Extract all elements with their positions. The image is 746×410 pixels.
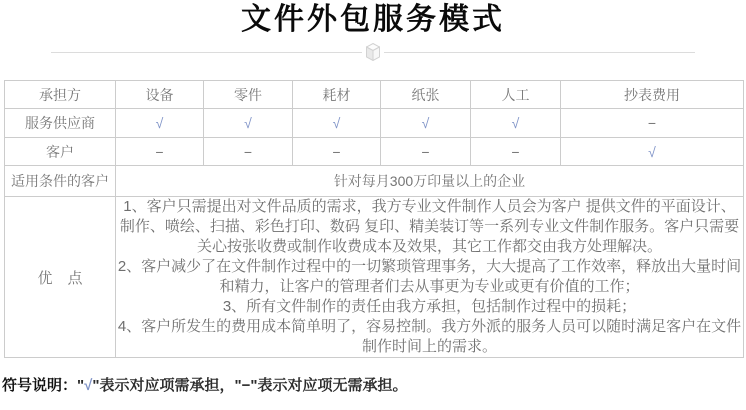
header-cell-parts: 零件	[204, 81, 293, 109]
header-cell-meter-fee: 抄表费用	[561, 81, 744, 109]
header-cell-paper: 纸张	[381, 81, 471, 109]
symbol-cell: √	[204, 109, 293, 138]
table-header-row	[5, 81, 744, 109]
symbol-cell: −	[293, 138, 381, 166]
cube-icon	[362, 43, 384, 61]
advantage-point-4: 4、客户所发生的费用成本简单明了，容易控制。我方外派的服务人员可以随时满足客户在文件制作时间上的需求。	[117, 318, 742, 355]
advantage-point-2: 2、客户减少了在文件制作过程中的一切繁琐管理事务，大大提高了工作效率，释放出大量时间和精力，让客户的管理者们去从事更为专业或更有价值的工作；	[117, 258, 742, 295]
legend-check-text: 表示对应项需承担，	[99, 377, 235, 394]
legend-label: 符号说明：	[2, 377, 78, 394]
legend-dash-text: 表示对应项无需承担。	[257, 377, 408, 394]
advantages-label: 优 点	[5, 197, 116, 358]
table-row-advantages	[5, 197, 744, 358]
symbol-cell: −	[381, 138, 471, 166]
symbol-cell: √	[293, 109, 381, 138]
symbol-cell: −	[116, 138, 204, 166]
symbol-cell: −	[471, 138, 561, 166]
condition-value: 针对每月300万印量以上的企业	[116, 166, 744, 197]
legend-dash-symbol: "−"	[234, 377, 258, 394]
row-label-provider: 服务供应商	[5, 109, 116, 138]
table-row-provider	[5, 109, 744, 138]
legend	[2, 376, 408, 396]
condition-label: 适用条件的客户	[5, 166, 116, 197]
page-title: 文件外包服务模式	[241, 3, 505, 36]
service-model-table	[4, 80, 744, 358]
symbol-cell: √	[471, 109, 561, 138]
advantage-point-1: 1、客户只需提出对文件品质的需求，我方专业文件制作人员会为客户 提供文件的平面设计、制作、喷绘、扫描、彩色打印、数码 复印、精美装订等一系列专业文件制作服务。客户只需要关心按张收费或制作收费成本及效果，其它工作都交由我方处理解决。	[119, 198, 740, 255]
symbol-cell: −	[561, 109, 744, 138]
table-row-customer	[5, 138, 744, 166]
header-cell-bearer: 承担方	[5, 81, 116, 109]
header-cell-equipment: 设备	[116, 81, 204, 109]
symbol-cell: √	[116, 109, 204, 138]
cube-icon-svg	[366, 43, 380, 61]
legend-open-quote: "	[77, 377, 85, 394]
advantage-point-3: 3、所有文件制作的责任由我方承担，包括制作过程中的损耗；	[222, 298, 637, 315]
symbol-cell: √	[561, 138, 744, 166]
symbol-cell: −	[204, 138, 293, 166]
header-cell-consumables: 耗材	[293, 81, 381, 109]
title-divider	[51, 52, 695, 53]
symbol-cell: √	[381, 109, 471, 138]
advantages-content	[116, 197, 744, 358]
legend-check-symbol: √	[84, 377, 93, 394]
table-row-condition	[5, 166, 744, 197]
legend-close-quote: "	[92, 377, 100, 394]
row-label-customer: 客户	[5, 138, 116, 166]
header-cell-labor: 人工	[471, 81, 561, 109]
